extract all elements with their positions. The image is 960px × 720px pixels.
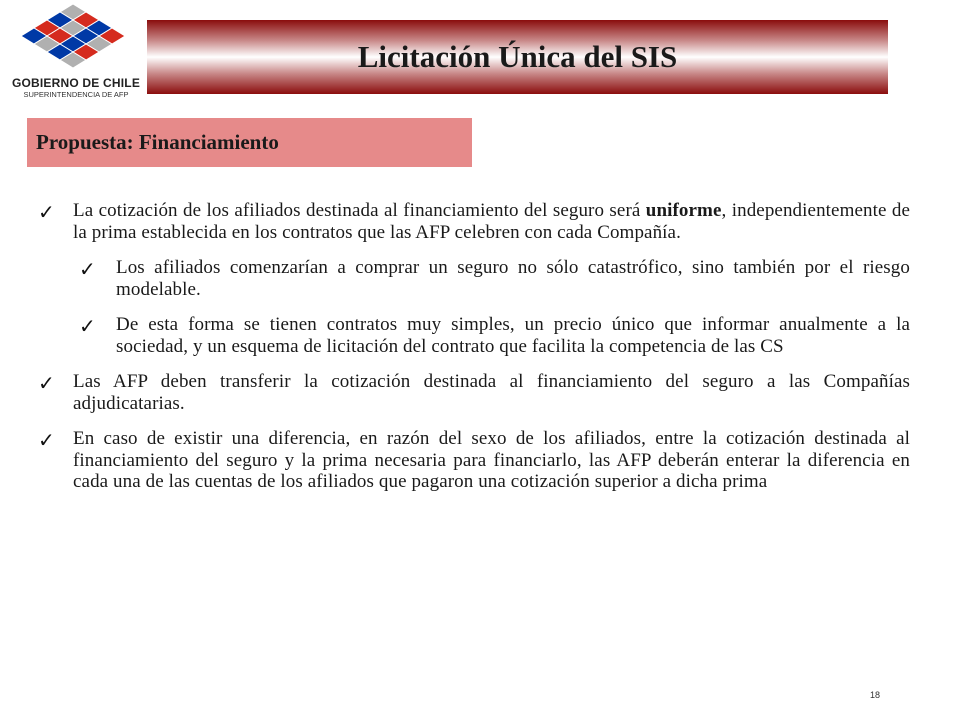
bullet-item [38,314,910,357]
page-title: Licitación Única del SIS [357,39,678,74]
government-logo [0,0,150,110]
bullet-text: En caso de existir una diferencia, en razón del sexo de los afiliados, entre la cotización destinada al financiamiento del seguro y la prima necesaria para financiarlo, las AFP deberán enterar la diferencia en cada una de las cuentas de los afiliados que pagaron una cotización superior a dicha prima [73,428,910,492]
section-title: Propuesta: Financiamiento [36,130,279,154]
checkmark-icon: ✓ [38,200,55,224]
bullet-item [38,257,910,300]
bullet-item [38,200,910,243]
section-header [27,118,472,167]
bullet-text: De esta forma se tienen contratos muy simples, un precio único que informar anualmente a la sociedad, y un esquema de licitación del contrato que facilita la competencia de las CS [116,314,910,357]
checkmark-icon: ✓ [79,257,96,281]
bullet-text: La cotización de los afiliados destinada al financiamiento del seguro será uniforme, independientemente de la prima establecida en los contratos que las AFP celebren con cada Compañía. [73,200,910,243]
logo-title: GOBIERNO DE CHILE [11,76,141,90]
checkmark-icon: ✓ [38,371,55,395]
checkmark-icon: ✓ [79,314,96,338]
bullet-item [38,428,910,493]
title-banner [147,20,888,94]
logo-subtitle: SUPERINTENDENCIA DE AFP [23,90,129,99]
bullet-list [38,200,910,507]
bold-term: uniforme [645,200,722,221]
bullet-text: Los afiliados comenzarían a comprar un seguro no sólo catastrófico, sino también por el riesgo modelable. [116,257,910,300]
page-number: 18 [870,690,881,700]
checkmark-icon: ✓ [38,428,55,452]
bullet-item [38,371,910,414]
bullet-text: Las AFP deben transferir la cotización destinada al financiamiento del seguro a las Compañías adjudicatarias. [73,371,910,414]
chile-cube-logo-icon [18,2,128,78]
